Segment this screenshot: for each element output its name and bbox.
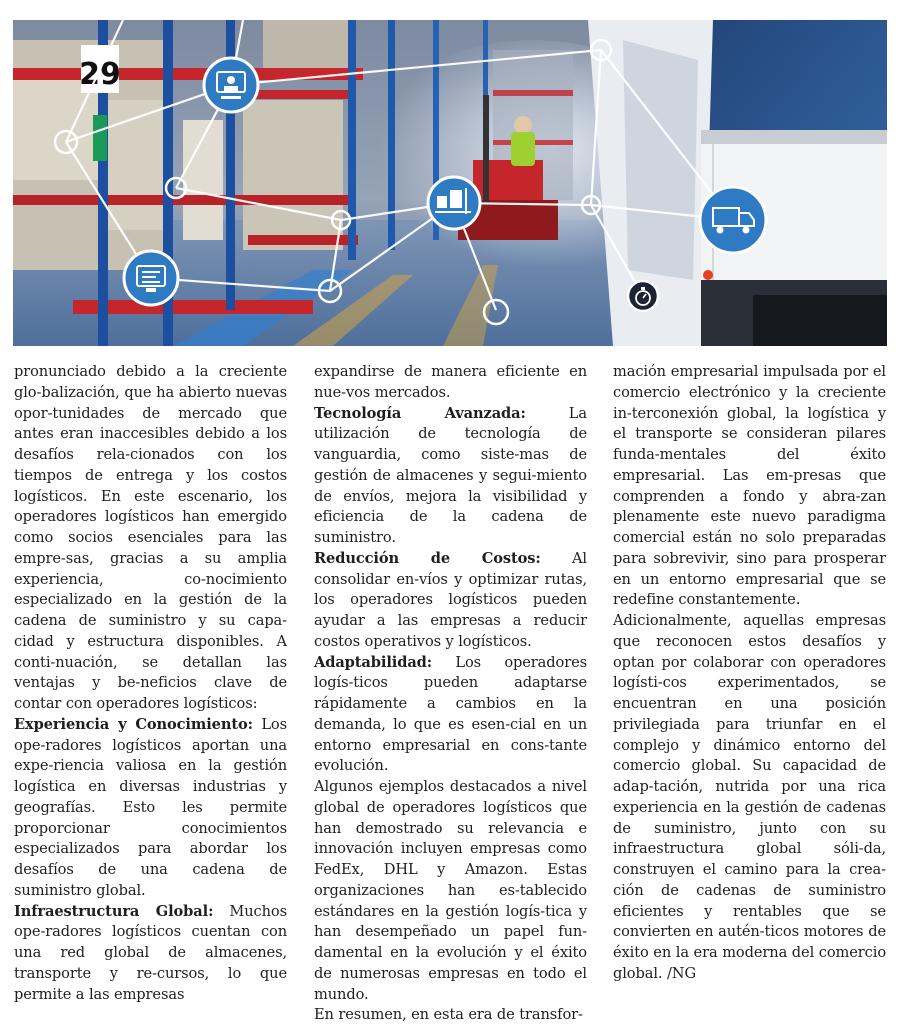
paragraph xyxy=(314,549,587,653)
paragraph: Algunos ejemplos destacados a nivel global de operadores logísticos que han demostrado su relevancia e innovación incluyen empresas como FedEx, DHL y Amazon. Estas organizaciones han es-tablecido estándares en la gestión logís-tica y han desempeñado un papel fun-damental en la evolución y el éxito de numerosas empresas en todo el mundo. xyxy=(314,778,587,1003)
person-at-monitor-icon xyxy=(204,58,258,112)
delivery-truck-icon xyxy=(700,187,766,253)
hero-image xyxy=(13,20,887,346)
paragraph: Adicionalmente, aquellas empresas que reconocen estos desafíos y optan por colaborar con operadores logísti-cos experimentados, se encuentran en una posición privilegiada para triunfar en el complejo y dinámico entorno del comercio global. Su capacidad de adap-tación, nutrida por una rica experiencia en la gestión de cadenas de suministro, junto con su infraestructura global sóli-da, construyen el camino para la crea-ción de cadenas de suministro eficientes y rentables que se convierten en autén-ticos motores de éxito en la era moderna del comercio global. /NG xyxy=(613,612,886,982)
paragraph: mación empresarial impulsada por el comercio electrónico y la creciente in-terconexión global, la logística y el transporte se consideran pilares funda-mentales del éxito empresarial. Las em-presas que comprenden a fondo y abra-zan plenamente este nuevo paradigma comercial están no solo preparadas para sobrevivir, sino para prosperar en un entorno empresarial que se redefine constantemente. xyxy=(613,363,886,609)
paragraph xyxy=(14,715,287,902)
paragraph-body: Los ope-radores logísticos aportan una expe-riencia valiosa en la gestión logística en diversas industrias y geografías. Esto les permite proporcionar conocimientos especializados para abordar los desafíos de una cadena de suministro global. xyxy=(14,715,287,899)
paragraph-body: Los operadores logís-ticos pueden adaptarse rápidamente a cambios en la demanda, lo que es esen-cial en un entorno empresarial en cons-tante evolución. xyxy=(314,653,587,775)
section-heading: Infraestructura Global: xyxy=(14,902,214,920)
paragraph xyxy=(14,902,287,1006)
paragraph-body: Al consolidar en-víos y optimizar rutas, los operadores logísticos pueden ayudar a las empresas a reducir costos operativos y logísticos. xyxy=(314,549,588,650)
section-heading: Tecnología Avanzada: xyxy=(314,404,526,422)
section-heading: Reducción de Costos: xyxy=(314,549,541,567)
section-heading: Adaptabilidad: xyxy=(314,653,433,671)
paragraph: En resumen, en esta era de transfor- xyxy=(314,1006,583,1024)
paragraph xyxy=(314,653,587,778)
svg-text:29: 29 xyxy=(79,57,121,92)
article-column-3 xyxy=(613,362,886,985)
paragraph-body: Muchos ope-radores logísticos cuentan con una red global de almacenes, transporte y re-cursos, lo que permite a las empresas xyxy=(14,902,287,1003)
paragraph: pronunciado debido a la creciente glo-balización, que ha abierto nuevas opor-tunidades de mercado que antes eran inaccesibles debido a los desafíos rela-cionados con los tiempos de entrega y los costos logísticos. En este escenario, los operadores logísticos han emergido como socios esenciales para las empre-sas, gracias a su amplia experiencia, co-nocimiento especializado en la gestión de la cadena de suministro y su capa-cidad y estructura disponibles. A conti-nuación, se detallan las ventajas y be-neficios clave de contar con operadores logísticos: xyxy=(14,363,287,712)
paragraph-body: La utilización de tecnología de vanguardia, como siste-mas de gestión de almacenes y segui-miento de envíos, mejora la visibilidad y eficiencia de la cadena de suministro. xyxy=(314,404,587,546)
stopwatch-icon xyxy=(628,281,658,311)
article-column-1 xyxy=(14,362,287,1005)
paragraph: expandirse de manera eficiente en nue-vos mercados. xyxy=(314,363,587,401)
article-column-2 xyxy=(314,362,587,1026)
dashboard-chart-icon xyxy=(124,251,178,305)
section-heading: Experiencia y Conocimiento: xyxy=(14,715,253,733)
pallet-forklift-icon xyxy=(428,177,480,229)
paragraph xyxy=(314,404,587,549)
